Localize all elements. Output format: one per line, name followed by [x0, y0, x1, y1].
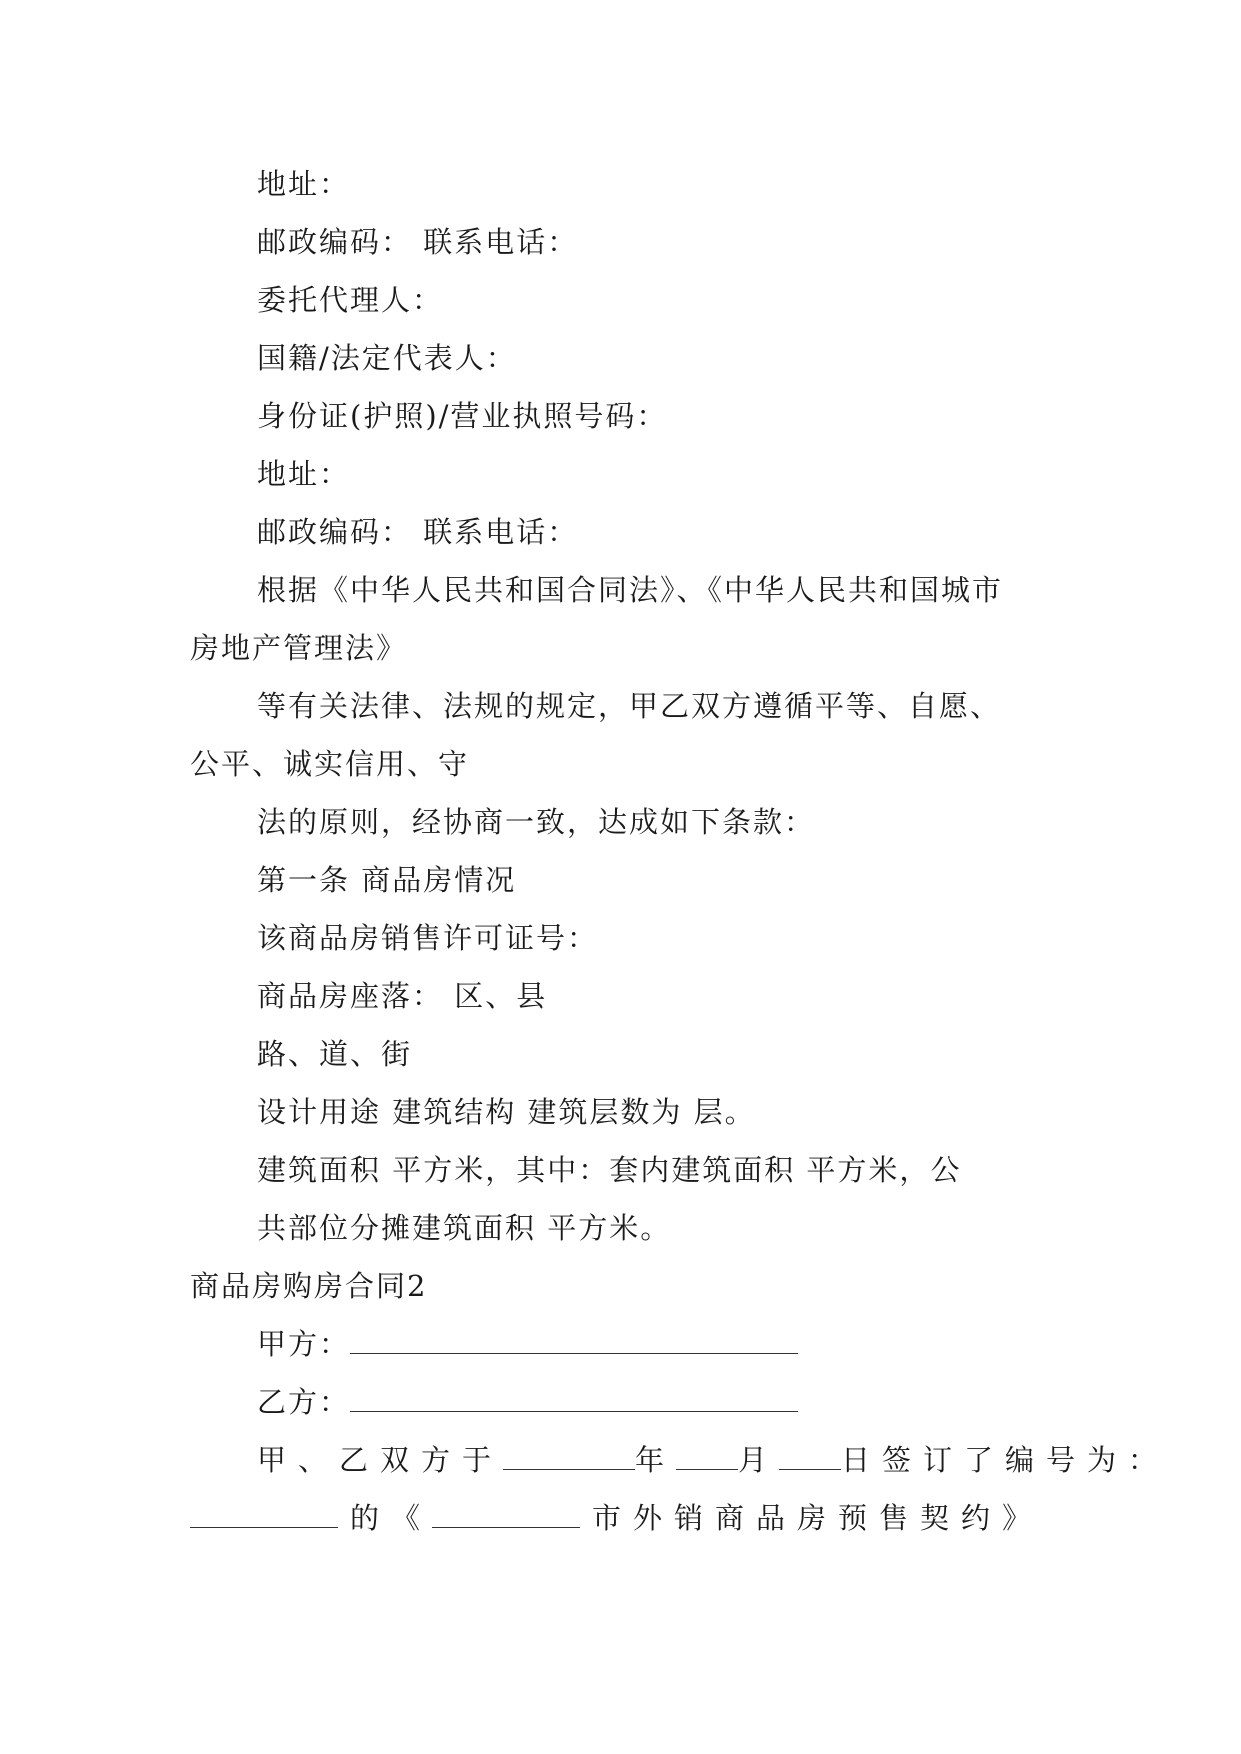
city-blank[interactable]	[432, 1499, 580, 1528]
id-number-line: 身份证(护照)/营业执照号码：	[257, 399, 668, 433]
year-label: 年	[635, 1443, 677, 1477]
signing-text-2: 日签订了编号为：	[841, 1443, 1170, 1477]
contract-number-blank[interactable]	[190, 1499, 338, 1528]
contract-2-title: 商品房购房合同2	[190, 1269, 428, 1303]
party-a-label: 甲方：	[257, 1327, 351, 1361]
design-use-line: 设计用途 建筑结构 建筑层数为 层。	[257, 1095, 756, 1129]
floor-area-line-2: 共部位分摊建筑面积 平方米。	[257, 1211, 672, 1245]
party-b-label: 乙方：	[257, 1385, 351, 1419]
legal-basis-line-2: 房地产管理法》	[190, 631, 408, 665]
principles-line-2: 公平、诚实信用、守	[190, 747, 470, 781]
month-blank[interactable]	[676, 1441, 738, 1470]
address-line-1: 地址：	[257, 167, 351, 201]
legal-basis-line-1: 根据《中华人民共和国合同法》、《中华人民共和国城市	[257, 573, 1004, 607]
principles-line-1: 等有关法律、法规的规定，甲乙双方遵循平等、自愿、	[257, 689, 1002, 723]
location-line-1: 商品房座落： 区、县	[257, 979, 548, 1013]
agent-line: 委托代理人：	[257, 283, 444, 317]
signing-line-2	[190, 1498, 1043, 1538]
contract-name-text: 市外销商品房预售契约》	[592, 1501, 1044, 1535]
address-line-2: 地址：	[257, 457, 351, 491]
sales-permit-line: 该商品房销售许可证号：	[257, 921, 599, 955]
party-b-blank[interactable]	[350, 1383, 798, 1412]
signing-line-1	[257, 1440, 1169, 1480]
floor-area-line-1: 建筑面积 平方米，其中：套内建筑面积 平方米，公	[257, 1153, 962, 1187]
year-blank[interactable]	[503, 1441, 635, 1470]
party-a-line	[257, 1324, 798, 1364]
signing-text-1: 甲、乙双方于	[257, 1443, 504, 1477]
party-b-line	[257, 1382, 798, 1422]
postcode-phone-line-1: 邮政编码： 联系电话：	[257, 225, 579, 259]
postcode-phone-line-2: 邮政编码： 联系电话：	[257, 515, 579, 549]
day-blank[interactable]	[779, 1441, 841, 1470]
de-text: 的《	[350, 1501, 433, 1535]
month-label: 月	[738, 1443, 780, 1477]
principles-line-3: 法的原则，经协商一致，达成如下条款：	[257, 805, 816, 839]
nationality-line: 国籍/法定代表人：	[257, 341, 517, 375]
party-a-blank[interactable]	[350, 1325, 798, 1354]
article-one-heading: 第一条 商品房情况	[257, 863, 517, 897]
location-line-2: 路、道、街	[257, 1037, 413, 1071]
